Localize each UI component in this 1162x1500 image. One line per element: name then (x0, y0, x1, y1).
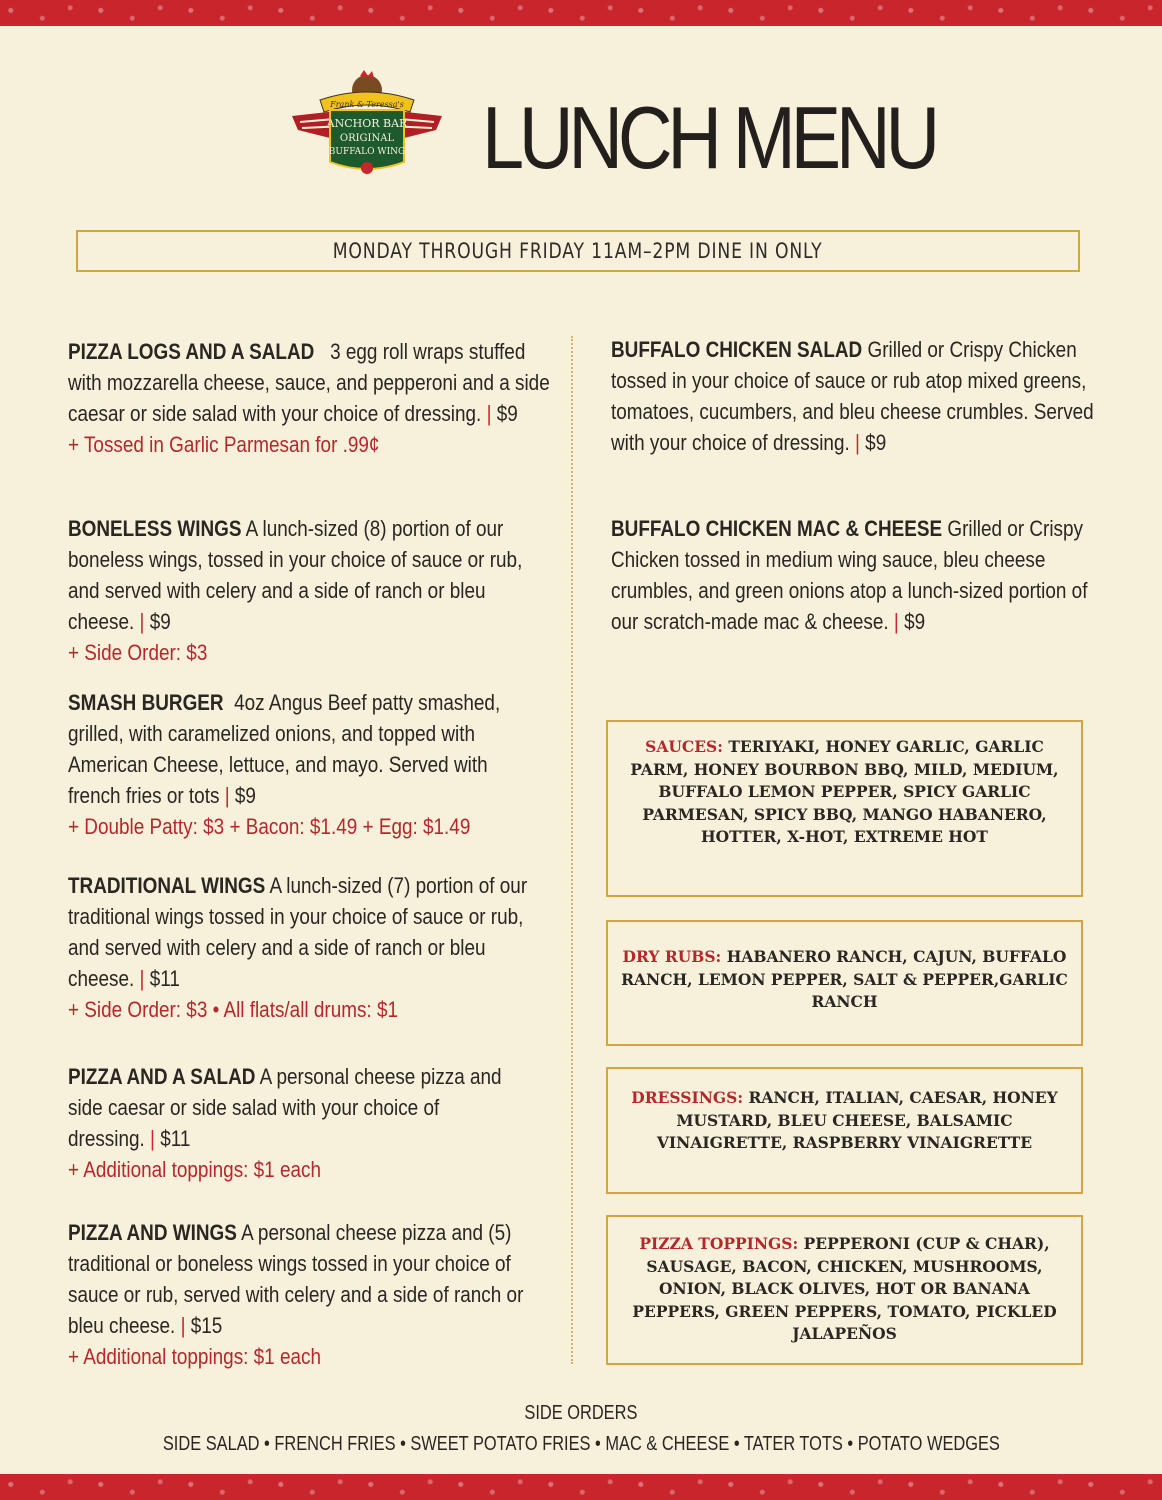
side-orders-list-text: SIDE SALAD • FRENCH FRIES • SWEET POTATO FRIES • MAC & CHEESE • TATER TOTS • POTATO WEDGES (162, 1433, 1000, 1455)
item-addon: + Side Order: $3 • All flats/all drums: $1 (68, 997, 398, 1022)
pizza-toppings-box (606, 1215, 1083, 1365)
item-price: $9 (149, 609, 171, 634)
item-name: TRADITIONAL WINGS (68, 873, 266, 898)
hours-text: MONDAY THROUGH FRIDAY 11AM–2PM DINE IN ONLY (333, 239, 823, 263)
dry-rubs-box (606, 920, 1083, 1046)
item-price: $11 (160, 1126, 191, 1151)
item-price: $9 (234, 783, 256, 808)
item-name: PIZZA LOGS AND A SALAD (68, 339, 315, 364)
menu-item-pizza-and-salad: PIZZA AND A SALAD A personal cheese pizza and side caesar or side salad with your choice of dressing. | $11 + Additional toppings: $1 each (68, 1061, 520, 1185)
item-addon: + Tossed in Garlic Parmesan for .99¢ (68, 432, 380, 457)
logo-text-line1: ANCHOR BAR (326, 117, 408, 130)
item-name: BUFFALO CHICKEN MAC & CHEESE (611, 516, 943, 541)
box-text: TERIYAKI, HONEY GARLIC, GARLIC PARM, HONEY BOURBON BBQ, MILD, MEDIUM, BUFFALO LEMON PEPPER, SPICY GARLIC PARMESAN, SPICY BBQ, MANGO HABANERO, HOTTER, X-HOT, EXTREME HOT (630, 737, 1059, 846)
item-name: SMASH BURGER (68, 690, 224, 715)
logo-text-line3: BUFFALO WING (328, 147, 406, 157)
column-divider (571, 336, 573, 1364)
box-text: HABANERO RANCH, CAJUN, BUFFALO RANCH, LEMON PEPPER, SALT & PEPPER,GARLIC RANCH (621, 947, 1068, 1011)
item-desc: A lunch-sized (8) portion of our boneless wings, tossed in your choice of sauce or rub, and served with celery and a side of ranch or bleu cheese. (68, 516, 523, 634)
hours-banner (76, 230, 1080, 272)
logo-text-top: Frank & Teressa's (330, 100, 404, 109)
box-label: DRESSINGS: (631, 1088, 744, 1107)
sauces-box (606, 720, 1083, 897)
logo-text-line2: ORIGINAL (339, 133, 395, 144)
menu-item-buffalo-chicken-salad: BUFFALO CHICKEN SALAD Grilled or Crispy Chicken tossed in your choice of sauce or rub atop mixed greens, tomatoes, cucumbers, and bleu cheese crumbles. Served with your choice of dressing. | $9 (611, 337, 1094, 455)
item-desc: A lunch-sized (7) portion of our traditional wings tossed in your choice of sauce or rub, and served with celery and a side of ranch or bleu cheese. (68, 873, 528, 991)
item-addon: + Side Order: $3 (68, 640, 208, 665)
menu-item-pizza-logs: PIZZA LOGS AND A SALAD 3 egg roll wraps stuffed with mozzarella cheese, sauce, and pepperoni and a side caesar or side salad with your choice of dressing. | $9 + Tossed in Garlic Parmesan for .99¢ (68, 336, 564, 460)
side-orders-list (0, 1433, 1162, 1456)
side-orders-title (0, 1402, 1162, 1425)
box-label: SAUCES: (645, 737, 723, 756)
item-price: $9 (904, 609, 926, 634)
dressings-box (606, 1067, 1083, 1194)
top-red-band (0, 0, 1162, 26)
side-orders-title-text: SIDE ORDERS (524, 1402, 638, 1424)
menu-item-traditional-wings: TRADITIONAL WINGS A lunch-sized (7) portion of our traditional wings tossed in your choice of sauce or rub, and served with celery and a side of ranch or bleu cheese. | $11 + Side Order: $3 • All flats/all drums: $1 (68, 870, 556, 1025)
page-title: LUNCH MENU (482, 88, 935, 187)
menu-item-smash-burger: SMASH BURGER 4oz Angus Beef patty smashed, grilled, with caramelized onions, and topped with American Cheese, lettuce, and mayo. Served with french fries or tots | $9 + Double Patty: $3 + Bacon: $1.49 + Egg: $1.49 (68, 687, 543, 842)
item-name: BUFFALO CHICKEN SALAD (611, 337, 863, 362)
item-desc: A personal cheese pizza and (5) traditional or boneless wings tossed in your choice of sauce or rub, served with celery and a side of ranch or bleu cheese. (68, 1220, 524, 1338)
item-name: PIZZA AND WINGS (68, 1220, 237, 1245)
menu-item-pizza-and-wings: PIZZA AND WINGS A personal cheese pizza and (5) traditional or boneless wings tossed in your choice of sauce or rub, served with celery and a side of ranch or bleu cheese. | $15 + Additional toppings: $1 each (68, 1217, 536, 1372)
item-desc: 3 egg roll wraps stuffed with mozzarella cheese, sauce, and pepperoni and a side caesar or side salad with your choice of dressing. (68, 339, 550, 426)
menu-item-boneless-wings: BONELESS WINGS A lunch-sized (8) portion of our boneless wings, tossed in your choice of sauce or rub, and served with celery and a side of ranch or bleu cheese. | $9 + Side Order: $3 (68, 513, 538, 668)
item-desc: Grilled or Crispy Chicken tossed in medium wing sauce, bleu cheese crumbles, and green onions atop a lunch-sized portion of our scratch-made mac & cheese. (611, 516, 1088, 634)
box-text: PEPPERONI (CUP & CHAR), SAUSAGE, BACON, CHICKEN, MUSHROOMS, ONION, BLACK OLIVES, HOT OR BANANA PEPPERS, GREEN PEPPERS, TOMATO, PICKLED JALAPEÑOS (632, 1234, 1057, 1343)
box-text: RANCH, ITALIAN, CAESAR, HONEY MUSTARD, BLEU CHEESE, BALSAMIC VINAIGRETTE, RASPBERRY VINAIGRETTE (656, 1088, 1058, 1152)
item-price: $9 (496, 401, 518, 426)
item-price: $15 (190, 1313, 223, 1338)
box-label: PIZZA TOPPINGS: (639, 1234, 799, 1253)
item-price: $9 (865, 430, 887, 455)
anchor-bar-logo (290, 70, 444, 182)
item-addon: + Additional toppings: $1 each (68, 1344, 322, 1369)
menu-item-buffalo-chicken-mac: BUFFALO CHICKEN MAC & CHEESE Grilled or Crispy Chicken tossed in medium wing sauce, bleu cheese crumbles, and green onions atop a lunch-sized portion of our scratch-made mac & cheese. | $9 (611, 516, 1088, 634)
item-price: $11 (149, 966, 180, 991)
item-name: BONELESS WINGS (68, 516, 242, 541)
item-desc: A personal cheese pizza and side caesar or side salad with your choice of dressing. (68, 1064, 502, 1151)
item-addon: + Double Patty: $3 + Bacon: $1.49 + Egg: $1.49 (68, 814, 471, 839)
item-addon: + Additional toppings: $1 each (68, 1157, 322, 1182)
item-name: PIZZA AND A SALAD (68, 1064, 256, 1089)
item-desc: Grilled or Crispy Chicken tossed in your choice of sauce or rub atop mixed greens, tomatoes, cucumbers, and bleu cheese crumbles. Served with your choice of dressing. (611, 337, 1094, 455)
bottom-red-band (0, 1474, 1162, 1500)
box-label: DRY RUBS: (622, 947, 722, 966)
item-desc: 4oz Angus Beef patty smashed, grilled, with caramelized onions, and topped with American Cheese, lettuce, and mayo. Served with french fries or tots (68, 690, 501, 808)
